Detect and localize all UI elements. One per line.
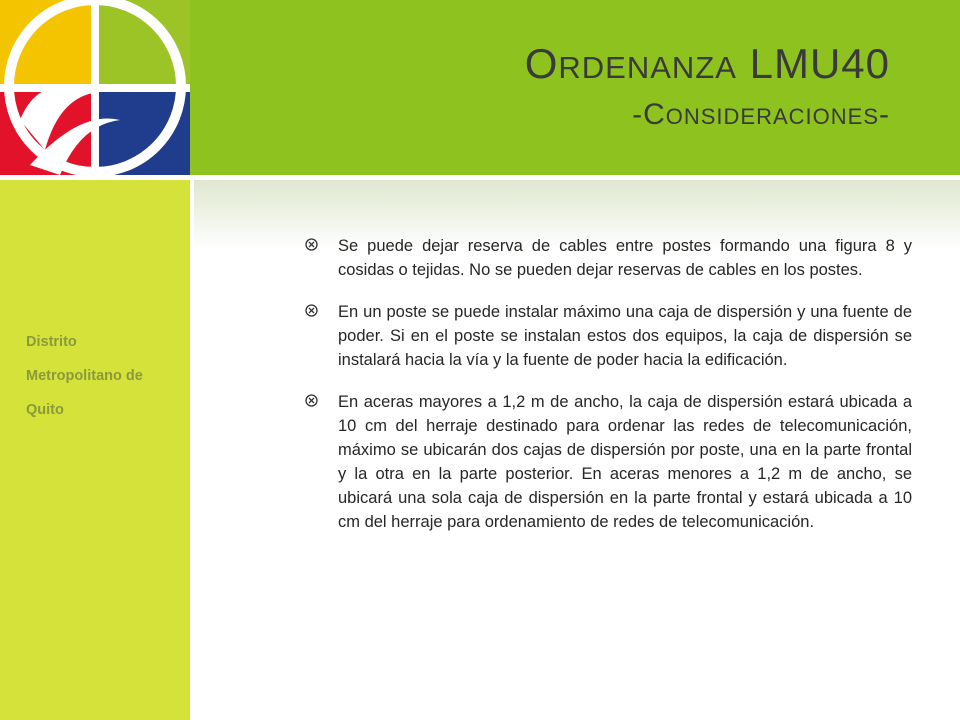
list-item [300, 390, 912, 534]
sidebar-line-1: Distrito [26, 334, 77, 350]
vertical-divider [190, 175, 194, 720]
title-code: LMU40 [749, 40, 890, 87]
list-item [300, 300, 912, 372]
circle-cross-bullet-icon [305, 304, 318, 317]
subtitle-word: ONSIDERACIONES [665, 104, 879, 129]
sidebar-line-2: Metropolitano de [26, 368, 143, 384]
bullet-list [300, 234, 912, 552]
circle-cross-bullet-icon [305, 238, 318, 251]
sidebar-caption [26, 325, 176, 427]
subtitle-open: -C [632, 98, 666, 131]
page-title [525, 40, 890, 88]
list-item-text: En aceras mayores a 1,2 m de ancho, la caja de dispersión estará ubicada a 10 cm del herraje destinado para ordenar las redes de telecomunicación, máximo se ubicarán dos cajas de dispersión por poste, una en la parte frontal y la otra en la parte posterior. En aceras menores a 1,2 m de ancho, se ubicará una sola caja de dispersión en la parte frontal y estará ubicada a 10 cm del herraje para ordenamiento de redes de telecomunicación. [338, 393, 912, 531]
sidebar-line-3: Quito [26, 402, 64, 418]
page-subtitle [632, 98, 890, 132]
list-item [300, 234, 912, 282]
sidebar [0, 175, 190, 720]
title-initial: O [524, 40, 559, 87]
title-word: RDENANZA [558, 50, 737, 85]
list-item-text: En un poste se puede instalar máximo una caja de dispersión y una fuente de poder. Si en el poste se instalan estos dos equipos, la caja de dispersión se instalará hacia la vía y la fuente de poder hacia la edificación. [338, 303, 912, 369]
circle-cross-bullet-icon [305, 394, 318, 407]
quito-logo [0, 0, 190, 175]
list-item-text: Se puede dejar reserva de cables entre postes formando una figura 8 y cosidas o tejidas. No se pueden dejar reservas de cables en los postes. [338, 237, 912, 279]
subtitle-close: - [879, 98, 890, 131]
